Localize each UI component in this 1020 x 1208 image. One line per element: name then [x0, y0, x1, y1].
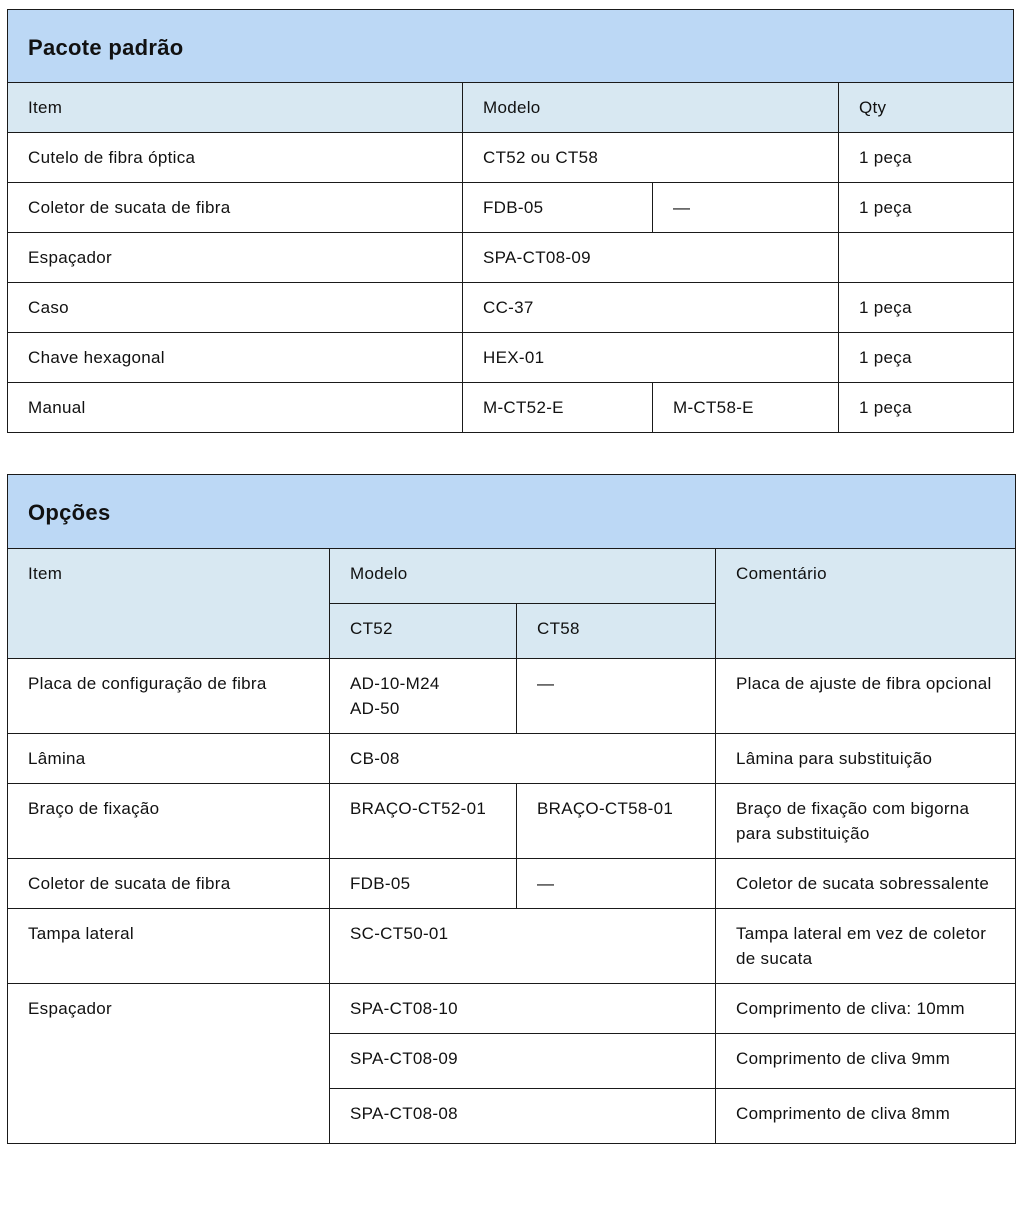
model-cell: CC-37: [463, 283, 839, 333]
model-cell: SPA-CT08-08: [330, 1089, 716, 1144]
table-row: [8, 283, 1014, 333]
table-row: [8, 233, 1014, 283]
item-cell: Tampa lateral: [8, 909, 330, 984]
header-ct58: CT58: [517, 604, 716, 659]
qty-cell: 1 peça: [839, 133, 1014, 183]
table-row: [8, 984, 1016, 1034]
item-cell: Lâmina: [8, 734, 330, 784]
table-row: [8, 133, 1014, 183]
comment-cell: Braço de fixação com bigorna para substituição: [716, 784, 1016, 859]
options-title: Opções: [8, 475, 1016, 549]
table-row: [8, 909, 1016, 984]
model-ct52-cell: FDB-05: [330, 859, 517, 909]
header-item: Item: [8, 83, 463, 133]
qty-cell: 1 peça: [839, 283, 1014, 333]
item-cell: Caso: [8, 283, 463, 333]
model-ct58-cell: BRAÇO-CT58-01: [517, 784, 716, 859]
table-row: [8, 383, 1014, 433]
model-cell: CB-08: [330, 734, 716, 784]
comment-cell: Comprimento de cliva 9mm: [716, 1034, 1016, 1089]
qty-cell: 1 peça: [839, 333, 1014, 383]
comment-cell: Placa de ajuste de fibra opcional: [716, 659, 1016, 734]
item-cell: Cutelo de fibra óptica: [8, 133, 463, 183]
table-row: [8, 784, 1016, 859]
header-item: Item: [8, 549, 330, 659]
header-qty: Qty: [839, 83, 1014, 133]
model-ct52-cell: [330, 659, 517, 734]
qty-cell: 1 peça: [839, 383, 1014, 433]
model-ct58-cell: —: [517, 659, 716, 734]
qty-cell: 1 peça: [839, 183, 1014, 233]
comment-cell: Comprimento de cliva: 10mm: [716, 984, 1016, 1034]
model-ct58-cell: M-CT58-E: [653, 383, 839, 433]
item-cell: Manual: [8, 383, 463, 433]
model-cell: CT52 ou CT58: [463, 133, 839, 183]
model-cell: SPA-CT08-09: [463, 233, 839, 283]
header-comment: Comentário: [716, 549, 1016, 659]
model-cell: SC-CT50-01: [330, 909, 716, 984]
model-ct52-cell: M-CT52-E: [463, 383, 653, 433]
comment-cell: Comprimento de cliva 8mm: [716, 1089, 1016, 1144]
header-model: Modelo: [463, 83, 839, 133]
table-row: [8, 659, 1016, 734]
header-ct52: CT52: [330, 604, 517, 659]
model-ct58-cell: —: [517, 859, 716, 909]
model-cell: HEX-01: [463, 333, 839, 383]
item-cell: Braço de fixação: [8, 784, 330, 859]
item-cell: Coletor de sucata de fibra: [8, 859, 330, 909]
standard-package-table: [7, 9, 1014, 433]
item-cell: Espaçador: [8, 233, 463, 283]
comment-cell: Coletor de sucata sobressalente: [716, 859, 1016, 909]
table-row: [8, 734, 1016, 784]
item-cell: Espaçador: [8, 984, 330, 1144]
table-row: [8, 333, 1014, 383]
comment-cell: Lâmina para substituição: [716, 734, 1016, 784]
model-ct52-cell: FDB-05: [463, 183, 653, 233]
model-cell: SPA-CT08-10: [330, 984, 716, 1034]
qty-cell: [839, 233, 1014, 283]
item-cell: Coletor de sucata de fibra: [8, 183, 463, 233]
model-cell: SPA-CT08-09: [330, 1034, 716, 1089]
standard-package-title: Pacote padrão: [8, 10, 1014, 83]
table-row: [8, 183, 1014, 233]
header-model: Modelo: [330, 549, 716, 604]
model-ct58-cell: —: [653, 183, 839, 233]
model-ct52-line: AD-10-M24: [350, 674, 440, 693]
item-cell: Chave hexagonal: [8, 333, 463, 383]
comment-cell: Tampa lateral em vez de coletor de sucata: [716, 909, 1016, 984]
model-ct52-cell: BRAÇO-CT52-01: [330, 784, 517, 859]
item-cell: Placa de configuração de fibra: [8, 659, 330, 734]
model-ct52-line: AD-50: [350, 699, 400, 718]
table-row: [8, 859, 1016, 909]
options-table: [7, 474, 1016, 1144]
